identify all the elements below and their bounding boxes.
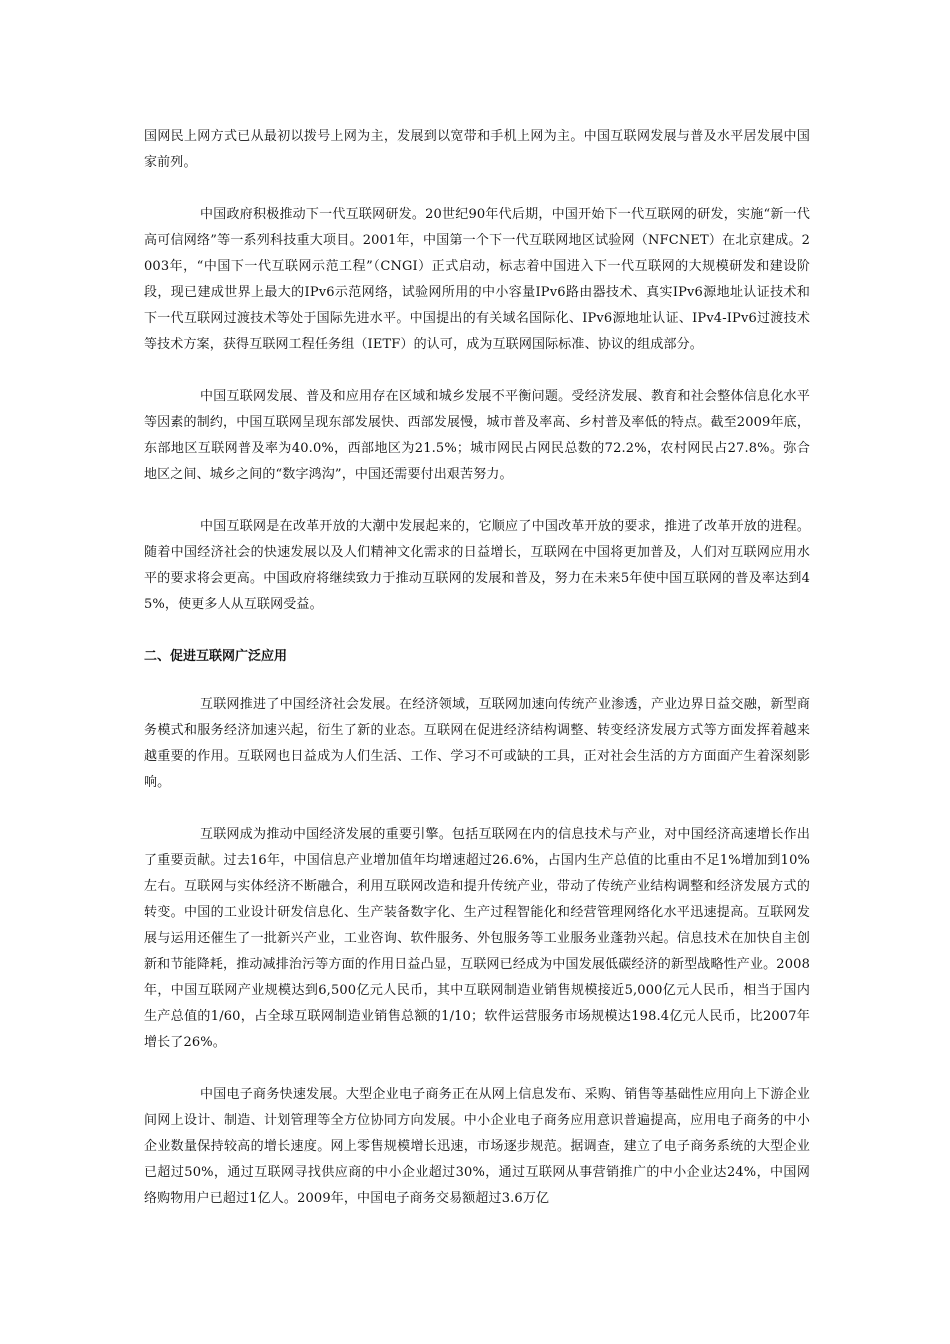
paragraph-economic-development: 互联网推进了中国经济社会发展。在经济领域，互联网加速向传统产业渗透，产业边界日益交融，新型商务模式和服务经济加速兴起，衍生了新的业态。互联网在促进经济结构调整、转变经济发展方式等方面发挥着越来越重要的作用。互联网也日益成为人们生活、工作、学习不可或缺的工具，正对社会生活的方方面面产生着深刻影响。 [144, 697, 810, 790]
paragraph-next-gen-internet: 中国政府积极推动下一代互联网研发。20世纪90年代后期，中国开始下一代互联网的研发，实施“新一代高可信网络”等一系列科技重大项目。2001年，中国第一个下一代互联网地区试验网（NFCNET）在北京建成。2003年，“中国下一代互联网示范工程”（CNGI）正式启动，标志着中国进入下一代互联网的大规模研发和建设阶段，现已建成世界上最大的IPv6示范网络，试验网所用的中小容量IPv6路由器技术、真实IPv6源地址认证技术和下一代互联网过渡技术等处于国际先进水平。中国提出的有关域名国际化、IPv6源地址认证、IPv4-IPv6过渡技术等技术方案，获得互联网工程任务组（IETF）的认可，成为互联网国际标准、协议的组成部分。 [144, 207, 810, 352]
paragraph-ecommerce: 中国电子商务快速发展。大型企业电子商务正在从网上信息发布、采购、销售等基础性应用向上下游企业间网上设计、制造、计划管理等全方位协同方向发展。中小企业电子商务应用意识普遍提高，应用电子商务的中小企业数量保持较高的增长速度。网上零售规模增长迅速，市场逐步规范。据调查，建立了电子商务系统的大型企业已超过50%，通过互联网寻找供应商的中小企业超过30%，通过互联网从事营销推广的中小企业达24%，中国网络购物用户已超过1亿人。2009年，中国电子商务交易额超过3.6万亿 [144, 1087, 810, 1206]
document-page [144, 124, 810, 1238]
paragraph-regional-imbalance: 中国互联网发展、普及和应用存在区域和城乡发展不平衡问题。受经济发展、教育和社会整体信息化水平等因素的制约，中国互联网呈现东部发展快、西部发展慢，城市普及率高、乡村普及率低的特点。截至2009年底，东部地区互联网普及率为40.0%，西部地区为21.5%；城市网民占网民总数的72.2%，农村网民占27.8%。弥合地区之间、城乡之间的“数字鸿沟”，中国还需要付出艰苦努力。 [144, 389, 810, 482]
section-heading: 二、促进互联网广泛应用 [144, 649, 288, 664]
paragraph-reform-opening: 中国互联网是在改革开放的大潮中发展起来的，它顺应了中国改革开放的要求，推进了改革开放的进程。随着中国经济社会的快速发展以及人们精神文化需求的日益增长，互联网在中国将更加普及，人们对互联网应用水平的要求将会更高。中国政府将继续致力于推动互联网的发展和普及，努力在未来5年使中国互联网的普及率达到45%，使更多人从互联网受益。 [144, 519, 810, 612]
paragraph-internet-access-modes: 国网民上网方式已从最初以拨号上网为主，发展到以宽带和手机上网为主。中国互联网发展与普及水平居发展中国家前列。 [144, 129, 810, 170]
paragraph-economic-engine: 互联网成为推动中国经济发展的重要引擎。包括互联网在内的信息技术与产业，对中国经济高速增长作出了重要贡献。过去16年，中国信息产业增加值年均增速超过26.6%，占国内生产总值的比重由不足1%增加到10%左右。互联网与实体经济不断融合，利用互联网改造和提升传统产业，带动了传统产业结构调整和经济发展方式的转变。中国的工业设计研发信息化、生产装备数字化、生产过程智能化和经营管理网络化水平迅速提高。互联网发展与运用还催生了一批新兴产业，工业咨询、软件服务、外包服务等工业服务业蓬勃兴起。信息技术在加快自主创新和节能降耗，推动减排治污等方面的作用日益凸显，互联网已经成为中国发展低碳经济的新型战略性产业。2008年，中国互联网产业规模达到6,500亿元人民币，其中互联网制造业销售规模接近5,000亿元人民币，相当于国内生产总值的1/60，占全球互联网制造业销售总额的1/10；软件运营服务市场规模达198.4亿元人民币，比2007年增长了26%。 [144, 827, 810, 1050]
